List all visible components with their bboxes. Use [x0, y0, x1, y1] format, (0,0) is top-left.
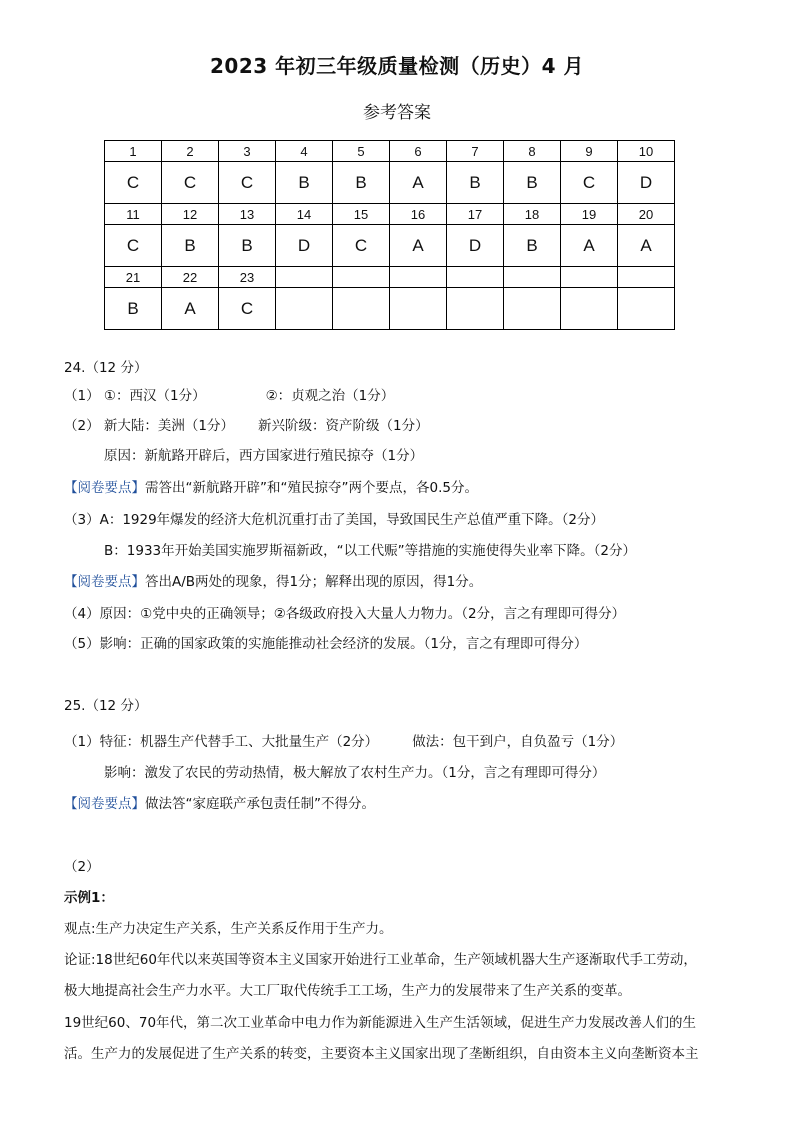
q24-key1	[64, 476, 478, 496]
question-number-cell: 20	[618, 204, 675, 225]
question-number-cell: 7	[447, 141, 504, 162]
answer-cell: A	[162, 288, 219, 330]
question-number-cell: 4	[276, 141, 333, 162]
question-number-cell: 8	[504, 141, 561, 162]
answer-cell: B	[447, 162, 504, 204]
question-number-row	[105, 267, 675, 288]
question-number-row	[105, 141, 675, 162]
question-number-cell	[333, 267, 390, 288]
answer-row	[105, 162, 675, 204]
q24-key1-text: 需答出“新航路开辟”和“殖民掠夺”两个要点，各0.5分。	[145, 480, 478, 496]
question-number-cell: 17	[447, 204, 504, 225]
answer-cell: D	[447, 225, 504, 267]
q25-key-label: 【阅卷要点】	[64, 796, 145, 812]
q24-part1-b: ②：贞观之治（1分）	[265, 388, 395, 404]
answer-cell: B	[276, 162, 333, 204]
question-number-cell: 21	[105, 267, 162, 288]
answer-cell: C	[561, 162, 618, 204]
answer-cell	[447, 288, 504, 330]
answer-row	[105, 288, 675, 330]
q24-part5: （5）影响：正确的国家政策的实施能推动社会经济的发展。（1分，言之有理即可得分）	[64, 636, 588, 652]
answer-cell: D	[618, 162, 675, 204]
question-number-cell	[276, 267, 333, 288]
q24-key2	[64, 570, 482, 590]
q25-part1	[64, 730, 623, 750]
answer-row	[105, 225, 675, 267]
q24-part2	[64, 414, 429, 434]
question-number-cell: 23	[219, 267, 276, 288]
answer-cell	[276, 288, 333, 330]
question-number-cell: 18	[504, 204, 561, 225]
example-viewpoint: 观点:生产力决定生产关系，生产关系反作用于生产力。	[64, 921, 393, 937]
question-number-cell	[504, 267, 561, 288]
answer-cell: C	[219, 162, 276, 204]
question-number-cell: 15	[333, 204, 390, 225]
answer-cell: C	[162, 162, 219, 204]
answer-cell: B	[333, 162, 390, 204]
answer-cell: D	[276, 225, 333, 267]
q24-part1	[64, 384, 394, 404]
question-number-cell: 22	[162, 267, 219, 288]
q24-part1-a: （1） ①：西汉（1分）	[64, 388, 206, 404]
q24-header: 24.（12 分）	[64, 360, 148, 376]
question-number-cell	[618, 267, 675, 288]
q25-part1-a: （1）特征：机器生产代替手工、大批量生产（2分）	[64, 734, 379, 750]
q24-part2-reason: 原因：新航路开辟后，西方国家进行殖民掠夺（1分）	[104, 448, 424, 464]
answer-cell: C	[219, 288, 276, 330]
answer-cell: A	[618, 225, 675, 267]
answer-cell	[561, 288, 618, 330]
example-argument-line: 活。生产力的发展促进了生产关系的转变，主要资本主义国家出现了垄断组织，自由资本主义向垄断资本主	[64, 1046, 699, 1062]
example-argument-line: 论证:18世纪60年代以来英国等资本主义国家开始进行工业革命，生产领域机器大生产逐渐取代手工劳动，	[64, 952, 697, 968]
answer-cell	[504, 288, 561, 330]
example-argument-line: 19世纪60、70年代，第二次工业革命中电力作为新能源进入生产生活领域，促进生产力发展改善人们的生	[64, 1015, 697, 1031]
q24-key1-label: 【阅卷要点】	[64, 480, 145, 496]
answer-cell	[333, 288, 390, 330]
q24-part3-a: （3）A：1929年爆发的经济大危机沉重打击了美国，导致国民生产总值严重下降。（2分）	[64, 512, 605, 528]
question-number-cell: 10	[618, 141, 675, 162]
q24-part2-b: 新兴阶级：资产阶级（1分）	[257, 418, 429, 434]
answer-cell: A	[390, 162, 447, 204]
question-number-cell: 19	[561, 204, 618, 225]
q25-header: 25.（12 分）	[64, 698, 148, 714]
question-number-cell: 3	[219, 141, 276, 162]
q24-part3-b: B：1933年开始美国实施罗斯福新政，“以工代赈”等措施的实施使得失业率下降。（2分）	[104, 543, 636, 559]
answer-cell	[618, 288, 675, 330]
q25-part1-b: 做法：包干到户，自负盈亏（1分）	[412, 734, 624, 750]
question-number-cell: 13	[219, 204, 276, 225]
question-number-cell: 1	[105, 141, 162, 162]
q25-key-text: 做法答“家庭联产承包责任制”不得分。	[145, 796, 375, 812]
example-title: 示例1：	[64, 890, 114, 906]
answer-cell: C	[105, 225, 162, 267]
question-number-cell: 2	[162, 141, 219, 162]
answer-cell: C	[333, 225, 390, 267]
example-argument-line: 极大地提高社会生产力水平。大工厂取代传统手工工场，生产力的发展带来了生产关系的变革。	[64, 983, 631, 999]
answer-cell: C	[105, 162, 162, 204]
question-number-cell: 16	[390, 204, 447, 225]
q24-part2-a: （2） 新大陆：美洲（1分）	[64, 418, 234, 434]
answer-cell	[390, 288, 447, 330]
page-title: 2023 年初三年级质量检测（历史）4 月	[209, 54, 584, 78]
q24-key2-label: 【阅卷要点】	[64, 574, 145, 590]
answer-cell: B	[504, 162, 561, 204]
answer-table	[104, 140, 675, 330]
question-number-cell	[447, 267, 504, 288]
answer-cell: B	[219, 225, 276, 267]
q24-key2-text: 答出A/B两处的现象，得1分；解释出现的原因，得1分。	[145, 574, 483, 590]
answer-cell: B	[162, 225, 219, 267]
answer-cell: A	[561, 225, 618, 267]
question-number-cell: 9	[561, 141, 618, 162]
question-number-cell: 6	[390, 141, 447, 162]
answer-cell: A	[390, 225, 447, 267]
q24-part4: （4）原因：①党中央的正确领导；②各级政府投入大量人力物力。（2分，言之有理即可得分）	[64, 606, 626, 622]
question-number-cell: 11	[105, 204, 162, 225]
question-number-cell: 14	[276, 204, 333, 225]
question-number-cell: 5	[333, 141, 390, 162]
answer-cell: B	[105, 288, 162, 330]
answer-cell: B	[504, 225, 561, 267]
question-number-cell	[561, 267, 618, 288]
question-number-cell	[390, 267, 447, 288]
q25-part2: （2）	[64, 859, 100, 875]
page-subtitle: 参考答案	[363, 103, 431, 123]
question-number-row	[105, 204, 675, 225]
q25-part1-effect: 影响：激发了农民的劳动热情，极大解放了农村生产力。（1分，言之有理即可得分）	[104, 765, 606, 781]
q25-key	[64, 792, 375, 812]
question-number-cell: 12	[162, 204, 219, 225]
